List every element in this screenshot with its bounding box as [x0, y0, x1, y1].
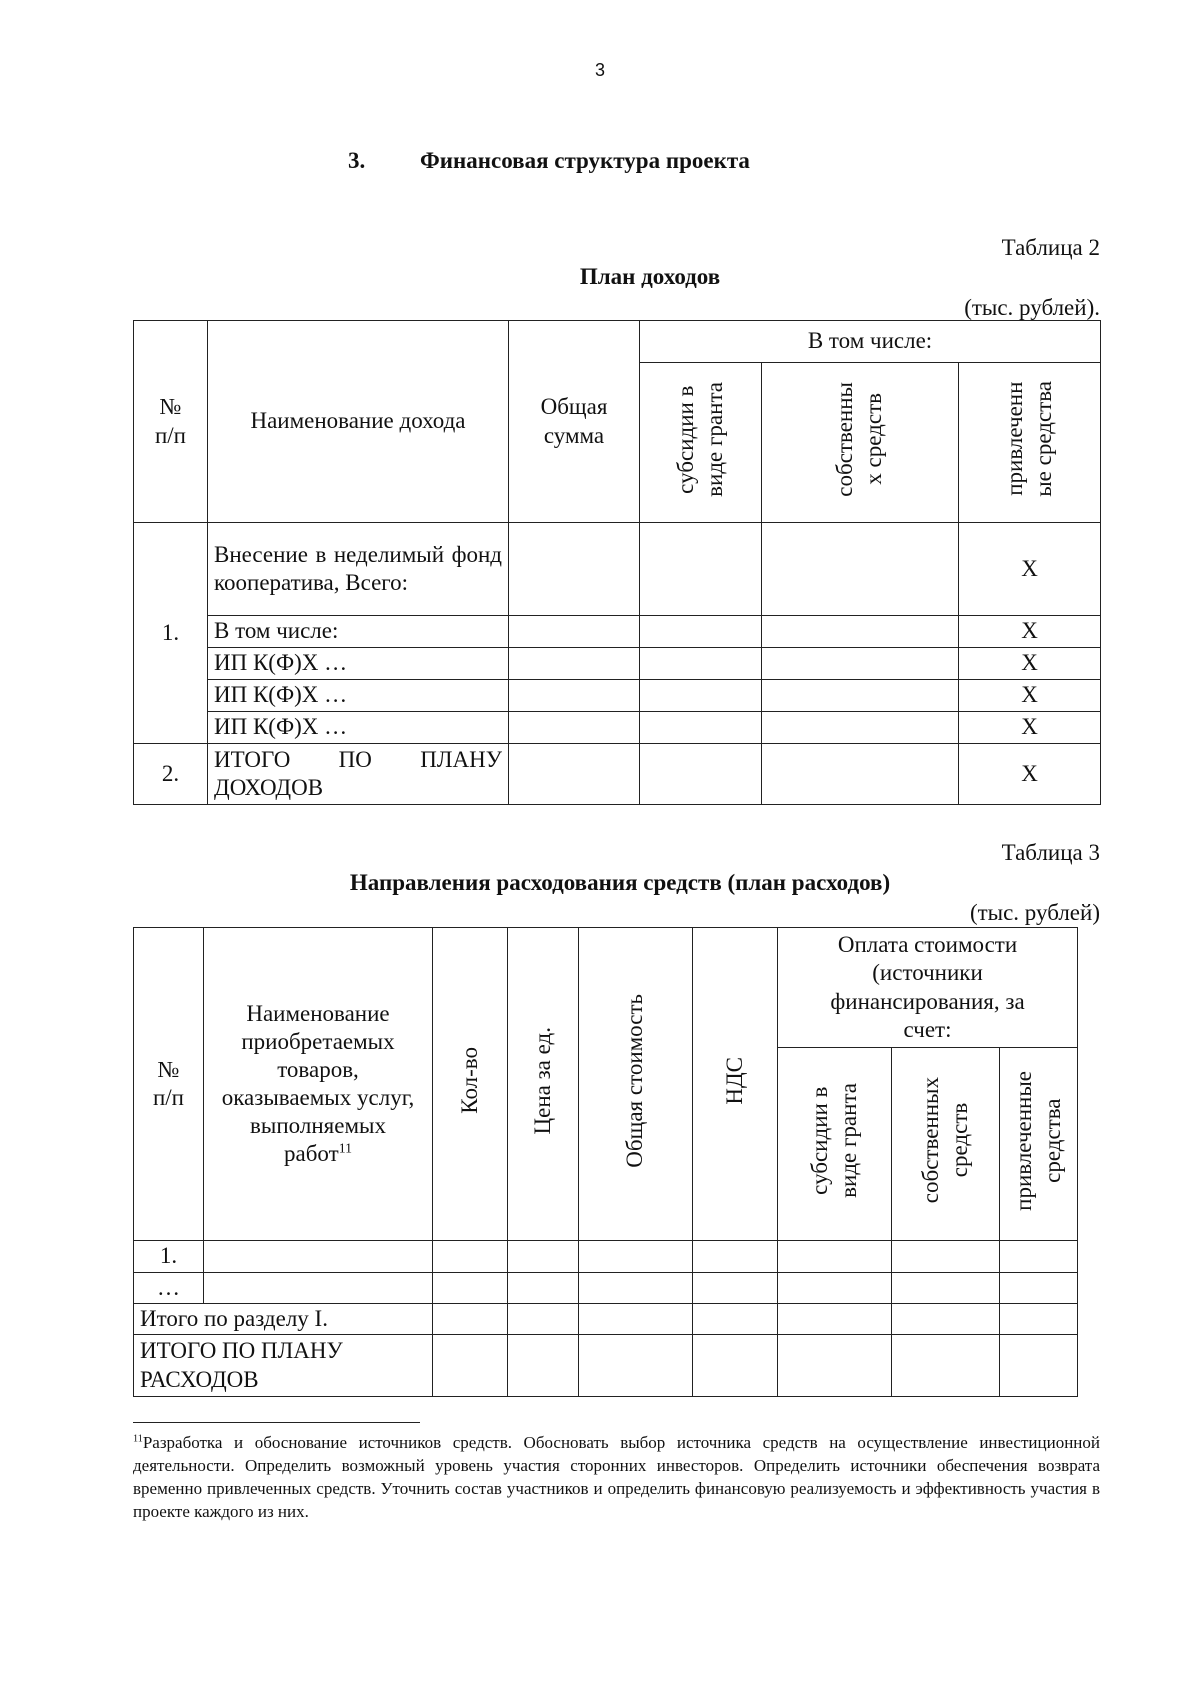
t3-header-num: № п/п	[134, 928, 204, 1241]
t2-row6-name: ИТОГО ПО ПЛАНУ ДОХОДОВ	[208, 744, 509, 805]
t2-row6-num: 2.	[134, 744, 208, 805]
t2-cell	[640, 523, 762, 616]
t3-cell	[778, 1241, 892, 1273]
t3-cell	[579, 1335, 693, 1397]
t2-cell	[640, 616, 762, 648]
t2-cell	[640, 680, 762, 712]
t3-cell	[1000, 1335, 1078, 1397]
t3-cell	[892, 1241, 1000, 1273]
table-row	[134, 1241, 1078, 1273]
t2-header-total: Общая сумма	[509, 321, 640, 523]
t2-row1-name: Внесение в неделимый фонд кооператива, Всего:	[208, 523, 509, 616]
table2-unit: (тыс. рублей).	[964, 295, 1100, 320]
t3-cell	[579, 1304, 693, 1335]
t3-cell	[508, 1335, 579, 1397]
t2-header-name: Наименование дохода	[208, 321, 509, 523]
t3-total-label: ИТОГО ПО ПЛАНУ РАСХОДОВ	[134, 1335, 433, 1397]
income-plan-table	[133, 320, 1101, 805]
t3-header-own: собственных средств	[917, 1077, 972, 1204]
table-row	[134, 680, 1101, 712]
t3-header-own-cell	[892, 1048, 1000, 1241]
t2-cell	[509, 712, 640, 744]
t3-cell	[693, 1304, 778, 1335]
t2-header-own-cell	[762, 363, 959, 523]
t3-cell	[693, 1335, 778, 1397]
expense-plan-table	[133, 927, 1078, 1397]
t3-cell	[1000, 1273, 1078, 1304]
footnote-divider	[133, 1422, 420, 1423]
t3-cell	[892, 1335, 1000, 1397]
t2-cell	[762, 712, 959, 744]
table-row	[134, 744, 1101, 805]
t2-row2-name: В том числе:	[208, 616, 509, 648]
t2-row1-num: 1.	[134, 523, 208, 744]
t3-header-total: Общая стоимость	[622, 993, 648, 1168]
t3-cell	[693, 1273, 778, 1304]
section-title: Финансовая структура проекта	[420, 148, 750, 173]
t3-cell	[508, 1273, 579, 1304]
t3-cell	[778, 1273, 892, 1304]
table-row	[134, 616, 1101, 648]
t2-header-own: собственны х средств	[832, 381, 886, 497]
t2-header-num: № п/п	[134, 321, 208, 523]
table-row	[134, 1273, 1078, 1304]
t2-cell	[762, 680, 959, 712]
t3-header-total-cell	[579, 928, 693, 1241]
table2-title: План доходов	[579, 264, 721, 289]
t3-header-vat-cell	[693, 928, 778, 1241]
t2-row4-x: Х	[959, 680, 1101, 712]
t3-cell	[1000, 1241, 1078, 1273]
t3-row1-num: 1.	[134, 1241, 204, 1273]
t3-cell	[508, 1304, 579, 1335]
t3-subtotal-label: Итого по разделу I.	[134, 1304, 433, 1335]
t3-cell	[204, 1241, 433, 1273]
t3-cell	[579, 1273, 693, 1304]
t2-cell	[509, 744, 640, 805]
t3-cell	[892, 1304, 1000, 1335]
t2-cell	[640, 648, 762, 680]
t2-header-grant: субсидии в виде гранта	[672, 381, 727, 497]
t2-cell	[509, 616, 640, 648]
t2-cell	[762, 648, 959, 680]
t3-cell	[433, 1273, 508, 1304]
t3-header-grant: субсидии в виде гранта	[806, 1083, 861, 1198]
t2-cell	[762, 744, 959, 805]
table2-label: Таблица 2	[1001, 235, 1100, 260]
t2-row3-name: ИП К(Ф)Х …	[208, 648, 509, 680]
t3-cell	[693, 1241, 778, 1273]
footnote-text: Разработка и обоснование источников средств. Обосновать выбор источника средств на осуществление инвестиционной деятельности. Определить возможный уровень участия сторонних инвесторов. Определить источники обеспечения возврата временно привлеченных средств. Уточнить состав участников и определить финансовую реализуемость и эффективность участия в проекте каждого из них.	[133, 1433, 1100, 1521]
t3-header-name-footnote: 11	[338, 1140, 352, 1156]
t3-header-price-cell	[508, 928, 579, 1241]
t3-header-name-text: Наименование приобретаемых товаров, оказываемых услуг, выполняемых работ	[221, 1000, 415, 1167]
footnote	[133, 1432, 1100, 1524]
t3-cell	[433, 1241, 508, 1273]
t2-cell	[762, 616, 959, 648]
t2-cell	[640, 712, 762, 744]
t2-cell	[509, 523, 640, 616]
table-row	[134, 523, 1101, 616]
t3-header-vat: НДС	[721, 1056, 747, 1105]
t3-header-name	[204, 928, 433, 1241]
t2-header-attracted-cell	[959, 363, 1101, 523]
t2-row6-x: Х	[959, 744, 1101, 805]
table3-unit: (тыс. рублей)	[969, 900, 1100, 925]
t3-header-attracted: привлеченные средства	[1010, 1070, 1065, 1211]
table3-title: Направления расходования средств (план расходов)	[349, 870, 891, 895]
t2-row3-x: Х	[959, 648, 1101, 680]
t2-cell	[762, 523, 959, 616]
t3-header-price: Цена за ед.	[529, 1026, 555, 1135]
table-row	[134, 712, 1101, 744]
t2-header-grant-cell	[640, 363, 762, 523]
t2-header-attracted: привлеченн ые средства	[1001, 381, 1056, 497]
t2-row5-name: ИП К(Ф)Х …	[208, 712, 509, 744]
t3-row2-num: …	[134, 1273, 204, 1304]
t3-cell	[778, 1335, 892, 1397]
section-heading	[348, 148, 750, 174]
footnote-marker: 11	[133, 1433, 143, 1445]
t3-header-grant-cell	[778, 1048, 892, 1241]
t2-row1-x: Х	[959, 523, 1101, 616]
t3-cell	[433, 1335, 508, 1397]
t3-cell	[433, 1304, 508, 1335]
page-number: 3	[594, 60, 605, 80]
t3-cell	[892, 1273, 1000, 1304]
t2-cell	[509, 648, 640, 680]
t2-header-including: В том числе:	[640, 321, 1101, 363]
section-number: 3.	[348, 148, 366, 173]
table-row	[134, 1335, 1078, 1397]
t3-cell	[778, 1304, 892, 1335]
t2-cell	[640, 744, 762, 805]
t3-header-qty: Кол-во	[456, 1047, 482, 1114]
table-row	[134, 648, 1101, 680]
t3-cell	[508, 1241, 579, 1273]
table-row	[134, 1304, 1078, 1335]
table3-label: Таблица 3	[1001, 840, 1100, 865]
t2-cell	[509, 680, 640, 712]
t2-row5-x: Х	[959, 712, 1101, 744]
t3-header-attracted-cell	[1000, 1048, 1078, 1241]
t2-row4-name: ИП К(Ф)Х …	[208, 680, 509, 712]
t3-cell	[204, 1273, 433, 1304]
t2-row2-x: Х	[959, 616, 1101, 648]
t3-cell	[579, 1241, 693, 1273]
t3-header-qty-cell	[433, 928, 508, 1241]
t3-cell	[1000, 1304, 1078, 1335]
t3-header-payment: Оплата стоимости (источники финансирования, за счет:	[778, 928, 1078, 1048]
